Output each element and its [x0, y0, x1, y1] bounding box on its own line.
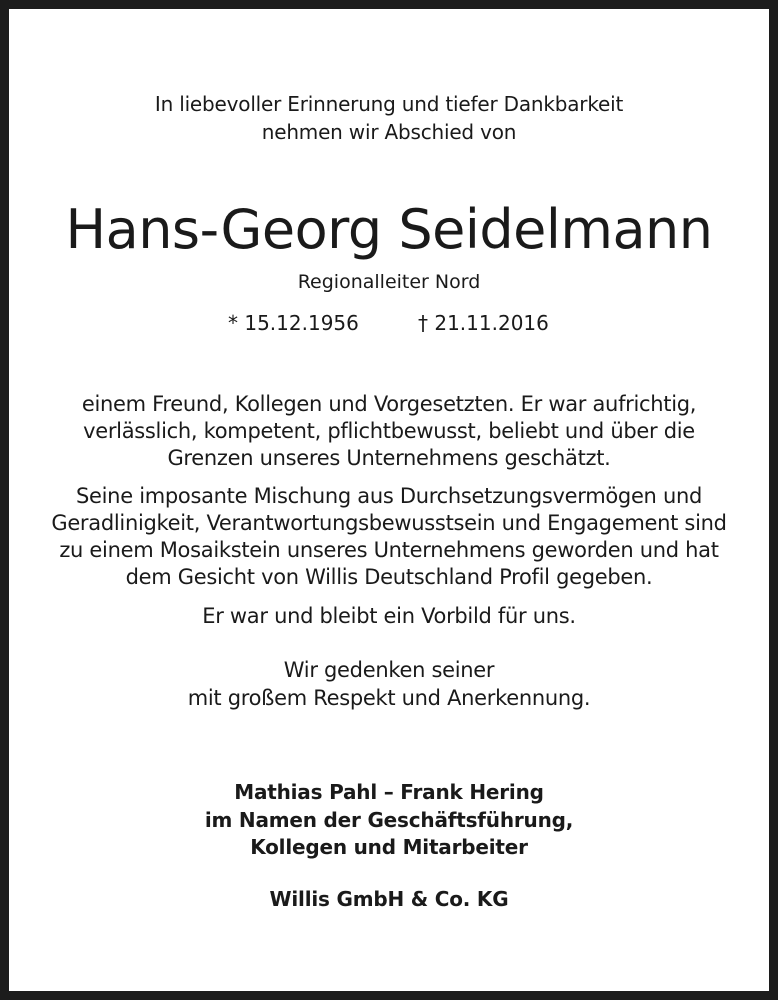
- closing-line-1: Wir gedenken seiner: [283, 658, 495, 682]
- tribute-p3: Er war und bleibt ein Vorbild für uns.: [202, 604, 576, 628]
- tribute-p2-line-2: Geradlinigkeit, Verantwortungsbewusstsein und Engagement sind: [51, 511, 727, 535]
- signature-line-2: im Namen der Geschäftsführung,: [204, 808, 574, 832]
- tribute-p1-line-1: einem Freund, Kollegen und Vorgesetzten. Er war aufrichtig,: [81, 392, 697, 416]
- death-date: † 21.11.2016: [418, 311, 549, 335]
- company-name: Willis GmbH & Co. KG: [269, 887, 509, 911]
- intro-line-2: nehmen wir Abschied von: [261, 120, 517, 144]
- tribute-p1-line-3: Grenzen unseres Unternehmens geschätzt.: [167, 446, 611, 470]
- closing-line-2: mit großem Respekt und Anerkennung.: [187, 686, 591, 710]
- deceased-name: Hans-Georg Seidelmann: [65, 198, 713, 261]
- intro-line-1: In liebevoller Erinnerung und tiefer Dankbarkeit: [154, 92, 624, 116]
- signature-line-3: Kollegen und Mitarbeiter: [250, 835, 528, 859]
- birth-date: * 15.12.1956: [228, 311, 359, 335]
- deceased-role: Regionalleiter Nord: [297, 271, 481, 293]
- tribute-p1-line-2: verlässlich, kompetent, pflichtbewusst, beliebt und über die: [83, 419, 695, 443]
- life-dates: [0, 311, 778, 335]
- tribute-p2-line-3: zu einem Mosaikstein unseres Unternehmens geworden und hat: [59, 538, 719, 562]
- tribute-p2-line-1: Seine imposante Mischung aus Durchsetzungsvermögen und: [76, 484, 702, 508]
- tribute-p2-line-4: dem Gesicht von Willis Deutschland Profil gegeben.: [125, 565, 653, 589]
- signature-names: Mathias Pahl – Frank Hering: [234, 780, 544, 804]
